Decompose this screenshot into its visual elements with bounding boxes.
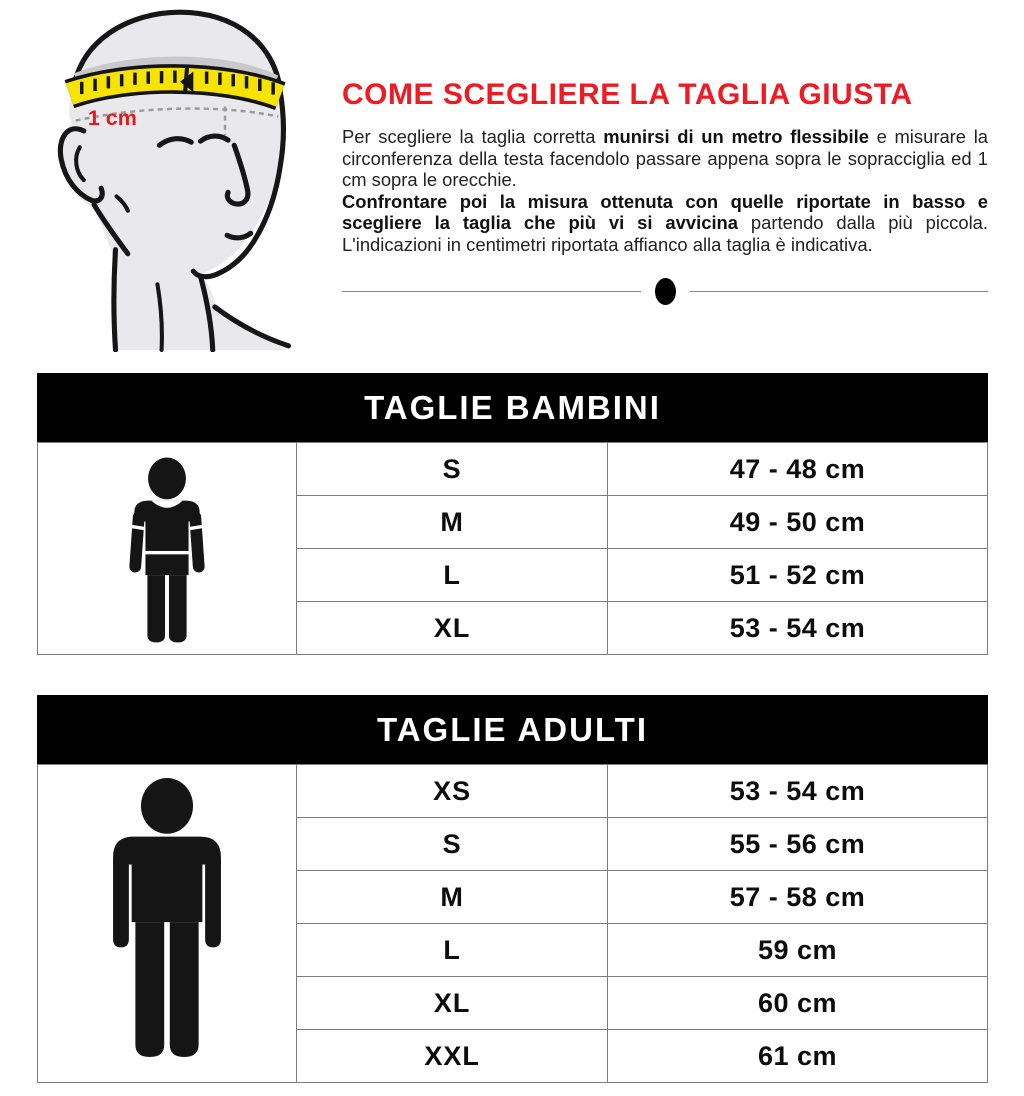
intro-paragraphs xyxy=(342,126,988,256)
intro-p2-bold: Confrontare poi la misura ottenuta con quelle riportate in basso e scegliere la taglia che più vi si avvicina xyxy=(342,190,988,234)
head-measure-icon xyxy=(24,4,336,352)
range-cell: 60 cm xyxy=(607,977,987,1030)
adult-icon-cell xyxy=(38,765,297,1083)
size-table-adulti xyxy=(37,695,988,1083)
section-divider xyxy=(342,278,988,305)
intro-text-column xyxy=(336,0,1024,305)
size-cell: XS xyxy=(297,765,608,818)
table-row xyxy=(38,443,988,496)
size-cell: S xyxy=(297,443,608,496)
size-cell: XXL xyxy=(297,1030,608,1083)
child-pictogram-icon xyxy=(101,451,233,647)
range-cell: 59 cm xyxy=(607,924,987,977)
size-cell: XL xyxy=(297,602,608,655)
bambini-table xyxy=(37,442,988,655)
intro-p1-bold: munirsi di un metro flessibile xyxy=(603,126,869,147)
divider-line-left xyxy=(342,291,641,292)
size-cell: L xyxy=(297,549,608,602)
range-cell: 53 - 54 cm xyxy=(607,765,987,818)
table-row xyxy=(38,765,988,818)
intro-paragraph-1 xyxy=(342,126,988,191)
child-icon-cell xyxy=(38,443,297,655)
page-title: COME SCEGLIERE LA TAGLIA GIUSTA xyxy=(342,78,913,111)
divider-line-right xyxy=(690,291,989,292)
size-cell: XL xyxy=(297,977,608,1030)
table-header-bambini: TAGLIE BAMBINI xyxy=(37,373,988,442)
range-cell: 51 - 52 cm xyxy=(607,549,987,602)
adulti-table xyxy=(37,764,988,1083)
range-cell: 47 - 48 cm xyxy=(607,443,987,496)
range-cell: 53 - 54 cm xyxy=(607,602,987,655)
intro-p1-text1: Per scegliere la taglia corretta xyxy=(342,126,604,147)
range-cell: 49 - 50 cm xyxy=(607,496,987,549)
size-cell: L xyxy=(297,924,608,977)
range-cell: 55 - 56 cm xyxy=(607,818,987,871)
range-cell: 57 - 58 cm xyxy=(607,871,987,924)
table-header-adulti: TAGLIE ADULTI xyxy=(37,695,988,764)
size-tables-section xyxy=(0,357,1024,1083)
size-cell: M xyxy=(297,496,608,549)
head-measure-illustration xyxy=(24,0,336,357)
intro-p1-text2: e misurare la circonferenza della testa facendolo passare appena sopra le sopracciglia ed 1 cm sopra le orecchie. xyxy=(342,126,989,191)
divider-dot xyxy=(655,278,676,305)
size-table-bambini xyxy=(37,373,988,655)
intro-section xyxy=(0,0,1024,357)
intro-paragraph-2 xyxy=(342,191,988,256)
intro-p2-text1: partendo dalla più piccola. L'indicazioni in centimetri riportata affianco alla taglia è indicativa. xyxy=(342,212,989,255)
range-cell: 61 cm xyxy=(607,1030,987,1083)
adult-pictogram-icon xyxy=(74,775,260,1073)
size-cell: M xyxy=(297,871,608,924)
size-cell: S xyxy=(297,818,608,871)
tape-distance-label: 1 cm xyxy=(87,105,137,130)
